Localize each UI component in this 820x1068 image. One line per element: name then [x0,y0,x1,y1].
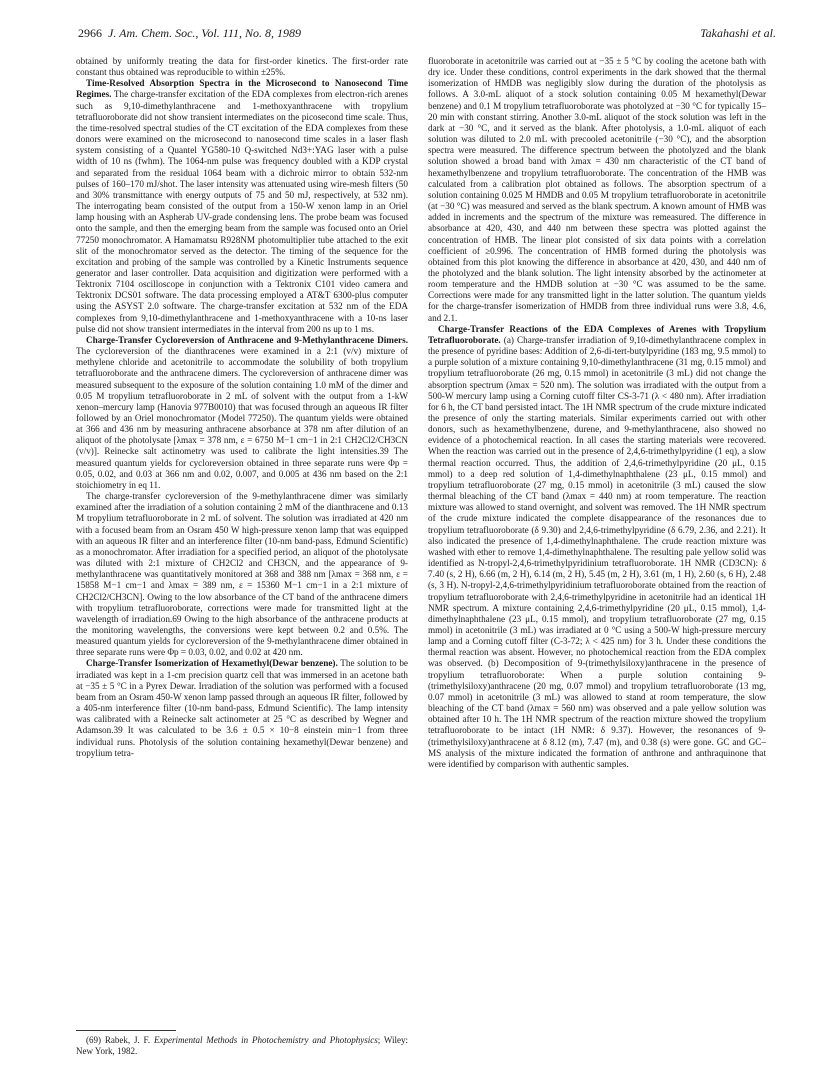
running-header-author: Takahashi et al. [700,26,776,40]
right-column-paragraph [428,56,766,324]
left-column-paragraph [76,491,408,658]
section-heading: Time-Resolved Absorption Spectra in the Microsecond to Nanosecond Time Regimes. [76,78,408,100]
section-heading: Charge-Transfer Isomerization of Hexamethyl(Dewar benzene). [86,658,338,669]
left-column-paragraph [76,335,408,491]
paragraph-text: fluoroborate in acetonitrile was carried out at −35 ± 5 °C by cooling the acetone bath with dry ice. Under these conditions, control experiments in the dark showed that the thermal isomerization of HMDB was negligibly slow during the duration of the photolysis as follows. A 3.0-mL aliquot of a stock solution containing 0.05 M hexamethyl(Dewar benzene) and 0.1 M tropylium tetrafluoroborate was photolyzed at −30 °C for typically 15–20 min with constant stirring. Another 3.0-mL aliquot of the stock solution was left in the dark at −30 °C, and it served as the blank. After photolysis, a 1.0-mL aliquot of each solution was diluted to 2.0 mL with precooled acetonitrile (−30 °C), and the absorption spectra were measured. The difference spectrum between the photolyzed and the blank solution showed a broad band with λmax = 430 nm characteristic of the CT band of hexamethylbenzene and tropylium tetrafluoroborate. The concentration of the HMB was calculated from a calibration plot obtained as follows. The absorption spectrum of a solution containing 0.025 M HMDB and 0.05 M tropylium tetrafluoroborate in acetonitrile (at −30 °C) was measured and served as the blank spectrum. A known amount of HMB was added in increments and the spectrum of the mixture was remeasured. The difference in absorbance at 420, 430, and 440 nm between these spectra was plotted against the concentration of HMB. The linear plot consisted of six data points with a correlation coefficient of ≥0.996. The concentration of HMB formed during the photolysis was obtained from this plot knowing the difference in absorbance at 420, 430, and 440 nm of the photolyzed and the blank solution. The light intensity absorbed by the actinometer at room temperature and the HMDB solution at −30 °C was assumed to be the same. Corrections were made for any transmitted light in the latter solution. The quantum yields for the charge-transfer isomerization of HMDB from three individual runs were 3.8, 4.6, and 2.1. [428,56,766,323]
left-column-paragraph [76,658,408,758]
right-column [428,56,766,770]
right-column-paragraph [428,324,766,770]
section-heading: Charge-Transfer Cycloreversion of Anthracene and 9-Methylanthracene Dimers. [86,334,408,345]
footnote-marker: (69) [86,1035,101,1045]
footnote [76,1035,408,1057]
left-column-paragraph [76,78,408,335]
section-heading: Charge-Transfer Reactions of the EDA Complexes of Arenes with Tropylium Tetrafluoroborate. [428,323,766,345]
footnote-publisher: ; Wiley: New York, 1982. [76,1035,409,1056]
paragraph-text: The cycloreversion of the dianthracenes were examined in a 2:1 (v/v) mixture of methylene chloride and acetonitrile to accommodate the solubility of both tropylium tetrafluoroborate and the anthracene dimers. The cycloreversion of anthracene dimer was measured subsequent to the exposure of the solution containing 1.0 mM of the dimer and 0.05 M tropylium tetrafluoroborate in 2 mL of solvent with the output from a 1-kW xenon–mercury lamp (Hanovia 977B0010) that was focused through an aqueous IR filter followed by an Oriel monochromator (Model 77250). The quantum yields were obtained at 366 and 436 nm by measuring anthracene absorbance at 378 nm after dilution of an aliquot of the photolysate [λmax = 378 nm, ε = 6750 M−1 cm−1 in 2:1 CH2Cl2/CH3CN (v/v)]. Reinecke salt actinometry was used to calibrate the light intensities.39 The measured quantum yields for cycloreversion obtained in three separate runs were Φp = 0.05, 0.02, and 0.03 at 366 nm and 0.02, 0.007, and 0.005 at 436 nm based on the 2:1 stoichiometry in eq 11. [76,346,408,490]
footnote-authors: Rabek, J. F. [104,1035,151,1045]
running-header-left [78,26,301,41]
paragraph-text: The solution to be irradiated was kept in a 1-cm precision quartz cell that was immersed in an acetone bath at −35 ± 5 °C in a Pyrex Dewar. Irradiation of the solution was performed with a focused beam from an Osram 450-W xenon lamp passed through an aqueous IR filter, followed by a 405-nm interference filter (10-nm band-pass, Edmund Scientific). The lamp intensity was calibrated with a Reinecke salt actinometer at 25 °C as described by Wegner and Adamson.39 It was calculated to be 3.6 ± 0.5 × 10−8 einstein min−1 from three individual runs. Photolysis of the solution containing hexamethyl(Dewar benzene) and tropylium tetra- [76,658,408,758]
journal-citation: J. Am. Chem. Soc., Vol. 111, No. 8, 1989 [108,26,301,40]
paragraph-text: (a) Charge-transfer irradiation of 9,10-dimethylanthracene complex in the presence of pyridine bases: Addition of 2,6-di-tert-butylpyridine (183 mg, 9.5 mmol) to a purple solution of a mixture containing 9,10-dimethylanthracene (31 mg, 0.15 mmol) and tropylium tetrafluoroborate (26 mg, 0.15 mmol) in acetonitrile (3 mL) did not change the absorption spectrum (λmax = 520 nm). The solution was irradiated with the output from a 500-W mercury lamp using a Corning cutoff filter CS-3-71 (λ < 480 nm). After irradiation for 6 h, the CT band persisted intact. The 1H NMR spectrum of the crude mixture indicated the presence of only the starting materials. Similar experiments carried out with other donors, such as hexamethylbenzene, durene, and 9-methylanthracene, also showed no evidence of a photochemical reaction. In all cases the starting materials were recovered. When the reaction was carried out in the presence of 2,4,6-trimethylpyridine (1 eq), a slow thermal reaction occurred. Thus, the addition of 2,4,6-trimethylpyridine (20 μL, 0.15 mmol) to a deep red solution of 1,4-dimethylnaphthalene (23 μL, 0.15 mmol) and tropylium tetrafluoroborate (27 mg, 0.15 mmol) in acetonitrile (3 mL) caused the slow thermal bleaching of the CT band (λmax = 440 nm) at room temperature. The reaction mixture was allowed to stand overnight, and solvent was removed. The 1H NMR spectrum of the crude mixture indicated the complete disappearance of the resonances due to tropylium tetrafluoroborate (δ 9.30) and 2,4,6-trimethylpyridine (δ 6.79, 2.36, and 2.21). It also indicated the presence of 1,4-dimethylnaphthalene. The crude reaction mixture was washed with ether to remove 1,4-dimethylnaphthalene. The resulting pale yellow solid was identified as N-tropyl-2,4,6-trimethylpyridinium tetrafluoroborate. 1H NMR (CD3CN): δ 7.40 (s, 2 H), 6.66 (m, 2 H), 6.14 (m, 2 H), 5.45 (m, 2 H), 3.61 (m, 1 H), 2.60 (s, 6 H), 2.48 (s, 3 H). N-tropyl-2,4,6-trimethylpyridinium tetrafluoroborate obtained from the reaction of tropylium tetrafluoroborate with 2,4,6-trimethylpyridine in acetonitrile had an identical 1H NMR spectrum. A mixture containing 2,4,6-trimethylpyridine (20 μL, 0.15 mmol), 1,4-dimethylnaphthalene (23 μL, 0.15 mmol), and tropylium tetrafluoroborate (27 mg, 0.15 mmol) in acetonitrile (3 mL) was irradiated at 0 °C using a 500-W high-pressure mercury lamp and a Corning cutoff filter (C-3-72; λ < 425 nm) for 3 h. Under these conditions the thermal reaction was absent. However, no photochemical reaction from the EDA complex was observed. (b) Decomposition of 9-(trimethylsiloxy)anthracene in the presence of tropylium tetrafluoroborate: When a purple solution containing 9-(trimethylsiloxy)anthracene (20 mg, 0.07 mmol) and tropylium tetrafluoroborate (13 mg, 0.07 mmol) in acetonitrile (3 mL) was allowed to stand at room temperature, the slow bleaching of the CT band (λmax = 560 nm) was observed and a pale yellow solution was obtained after 10 h. The 1H NMR spectrum of the reaction mixture showed the tropylium tetrafluoroborate to be intact (1H NMR: δ 9.37). However, the resonances of 9-(trimethylsiloxy)anthracene at δ 8.12 (m), 7.47 (m), and 0.38 (s) were gone. GC and GC–MS analysis of the mixture indicated the formation of anthrone and anthraquinone that were identified by comparison with authentic samples. [428,334,766,769]
left-column [76,56,408,759]
footnote-title: Experimental Methods in Photochemistry and Photophysics [153,1035,378,1045]
paragraph-text: The charge-transfer cycloreversion of the 9-methylanthracene dimer was similarly examined after the irradiation of a solution containing 2 mM of the dianthracene and 0.13 M tropylium tetrafluoroborate in 2 mL of solvent. The solution was irradiated at 420 nm with a focused beam from an Osram 450 W high-pressure xenon lamp that was equipped with an aqueous IR filter and an interference filter (10-nm band-pass, Edmund Scientific) as a monochromator. After irradiation for a specified period, an aliquot of the photolysate was diluted with 2:1 mixture of CH2Cl2 and CH3CN, and the appearance of 9-methylanthracene was quantitatively monitored at 368 and 388 nm [λmax = 368 nm, ε = 15858 M−1 cm−1 and λmax = 389 nm, ε = 15360 M−1 cm−1 in a 2:1 mixture of CH2Cl2/CH3CN]. Owing to the low absorbance of the CT band of the anthracene dimers with tropylium tetrafluoroborate, corrections were made for transmitted light at the wavelength of irradiation.69 Owing to the high absorbance of the anthracene products at the monitoring wavelengths, the conversions were kept between 0.2 and 0.5%. The measured quantum yields for cycloreversion of the 9-methylanthracene dimer obtained in three separate runs were Φp = 0.03, 0.02, and 0.02 at 420 nm. [76,491,408,658]
footnote-rule [76,1030,176,1031]
paragraph-text: obtained by uniformly treating the data for first-order kinetics. The first-order rate constant thus obtained was reproducible to within ±25%. [76,56,408,78]
left-column-paragraph [76,56,408,78]
paragraph-text: The charge-transfer excitation of the EDA complexes from electron-rich arenes such as 9,10-dimethylanthracene and 1-methoxyanthracene with tropylium tetrafluoroborate did not show transient intermediates on the picosecond time scale. Thus, the time-resolved spectral studies of the CT excitation of the EDA complexes from these donors were examined on the microsecond to nanosecond time scales in a laser flash system consisting of a Quantel YG580-10 Q-switched Nd3+:YAG laser with a pulse width of 10 ns (fwhm). The 1064-nm pulse was frequency doubled with a KDP crystal and separated from the residual 1064 beam with a dichroic mirror to obtain 532-nm pulses of 160–170 mJ/shot. The laser intensity was attenuated using wire-mesh filters (50 and 30% transmittance with energy outputs of 75 and 50 mJ, respectively, at 532 nm). The interrogating beam consisted of the output from a 150-W xenon lamp in an Oriel lamp housing with an Aspherab UV-grade condensing lens. The probe beam was focused onto the sample, and then the emerging beam from the sample was focused onto an Oriel 77250 monochromator. A Hamamatsu R928NM photomultiplier tube attached to the exit slit of the monochromator served as the detector. The timing of the sequence for the excitation and probing of the sample was controlled by a Kinetic Instruments sequence generator and laser controller. Data acquisition and digitization were performed with a Tektronix 7104 oscilloscope in conjunction with a Tektronix C101 video camera and Tektronix DCS01 software. The data processing employed a AT&T 6300-plus computer using the ASYST 2.0 software. The charge-transfer excitation at 532 nm of the EDA complexes from 9,10-dimethylanthracene and 1-methoxyanthracene with a 10-ns laser pulse did not show transient intermediates in the interval from 200 ns up to 1 ms. [76,89,408,334]
page-number: 2966 [78,26,102,40]
